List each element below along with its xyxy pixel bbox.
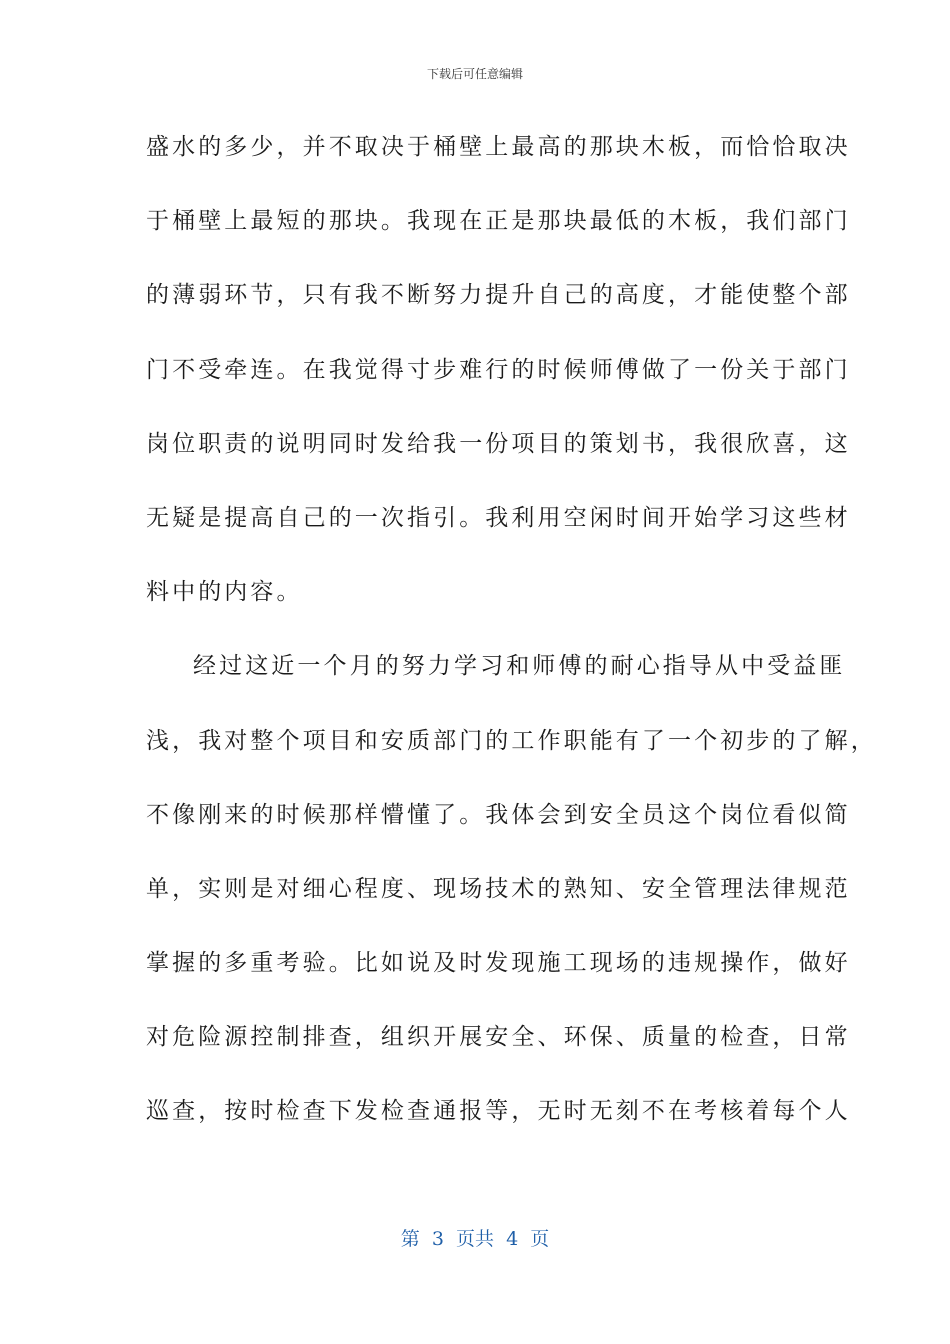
text-line: 巡查，按时检查下发检查通报等，无时无刻不在考核着每个人 xyxy=(146,1098,851,1125)
page-header: 下载后可任意编辑 xyxy=(426,67,523,81)
paragraph-1 xyxy=(146,120,851,639)
text-line: 料中的内容。 xyxy=(146,579,303,606)
text-line: 浅，我对整个项目和安质部门的工作职能有了一个初步的了解， xyxy=(146,727,877,754)
text-line: 单，实则是对细心程度、现场技术的熟知、安全管理法律规范 xyxy=(146,875,851,902)
page-footer: 第 3 页共 4 页 xyxy=(400,1228,550,1250)
text-line: 于桶壁上最短的那块。我现在正是那块最低的木板，我们部门 xyxy=(146,208,851,235)
text-line: 对危险源控制排查，组织开展安全、环保、质量的检查，日常 xyxy=(146,1024,851,1051)
text-line: 门不受牵连。在我觉得寸步难行的时候师傅做了一份关于部门 xyxy=(146,356,851,383)
text-line: 掌握的多重考验。比如说及时发现施工现场的违规操作，做好 xyxy=(146,950,851,977)
paragraph-2 xyxy=(146,639,877,1158)
text-line: 的薄弱环节，只有我不断努力提升自己的高度，才能使整个部 xyxy=(146,282,851,309)
text-line: 无疑是提高自己的一次指引。我利用空闲时间开始学习这些材 xyxy=(146,504,851,531)
text-line: 岗位职责的说明同时发给我一份项目的策划书，我很欣喜，这 xyxy=(146,430,851,457)
body-text xyxy=(146,120,877,1159)
text-line: 盛水的多少，并不取决于桶壁上最高的那块木板，而恰恰取决 xyxy=(146,134,851,160)
text-line: 不像刚来的时候那样懵懂了。我体会到安全员这个岗位看似简 xyxy=(146,801,851,828)
text-line: 经过这近一个月的努力学习和师傅的耐心指导从中受益匪 xyxy=(193,653,846,680)
